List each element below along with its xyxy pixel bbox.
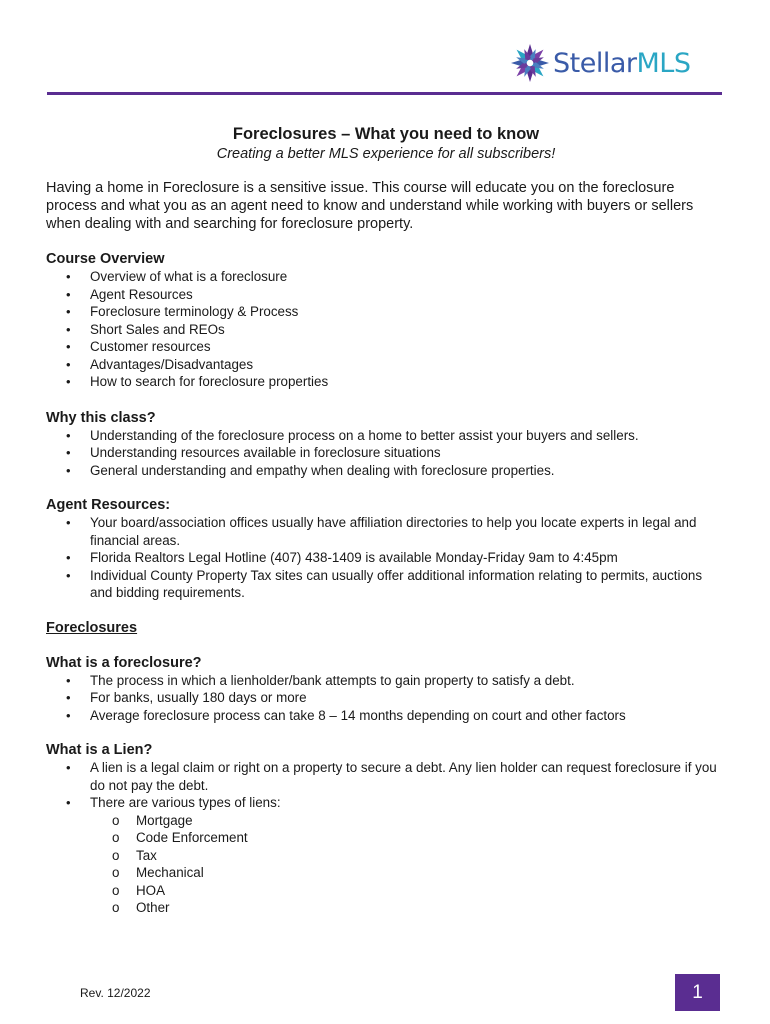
agent-resources-heading: Agent Resources: xyxy=(46,497,171,513)
bullet-icon: • xyxy=(66,339,71,354)
list-item: • The process in which a lienholder/bank attempts to gain property to satisfy a debt. xyxy=(66,672,575,688)
bullet-icon: • xyxy=(66,445,71,460)
bullet-icon: • xyxy=(66,760,71,775)
bullet-icon: • xyxy=(66,286,71,302)
bullet-icon: • xyxy=(66,462,71,478)
list-item: • General understanding and empathy when dealing with foreclosure properties. xyxy=(66,462,555,478)
circle-bullet-icon: o xyxy=(112,900,120,915)
bullet-icon: • xyxy=(66,269,71,284)
circle-bullet-icon: o xyxy=(112,865,120,880)
list-item: • There are various types of liens: o Mortgage o Code Enforcement o Tax o Mechanical o HOA o Other xyxy=(46,794,726,917)
bullet-icon: • xyxy=(66,515,71,530)
stellar-mls-logo xyxy=(510,42,690,84)
sub-list-item: o HOA xyxy=(112,882,166,898)
bullet-icon: • xyxy=(66,550,71,565)
bullet-icon: • xyxy=(66,356,71,372)
what-is-lien-list xyxy=(46,759,726,917)
bullet-icon: • xyxy=(66,707,71,723)
page-title: Foreclosures – What you need to know xyxy=(232,125,540,143)
why-class-heading: Why this class? xyxy=(46,409,156,426)
logo-brand: Stellar xyxy=(553,47,637,79)
list-item: • Agent Resources xyxy=(66,286,193,302)
list-item: • Short Sales and REOs xyxy=(66,321,225,337)
list-item: • Understanding of the foreclosure process on a home to better assist your buyers and sellers. xyxy=(66,427,639,443)
bullet-icon: • xyxy=(66,304,71,319)
revision-date: Rev. 12/2022 xyxy=(80,986,151,1000)
list-item: • Understanding resources available in foreclosure situations xyxy=(66,445,441,460)
list-item: • Average foreclosure process can take 8 – 14 months depending on court and other factors xyxy=(66,707,626,723)
what-is-lien-heading: What is a Lien? xyxy=(46,742,153,758)
list-item: • Your board/association offices usually have affiliation directories to help you locate experts in legal and financial areas. xyxy=(66,515,697,548)
bullet-icon: • xyxy=(66,427,71,443)
list-item: • How to search for foreclosure properties xyxy=(66,374,329,389)
logo-brand-suffix: MLS xyxy=(636,47,691,79)
intro-paragraph: Having a home in Foreclosure is a sensitive issue. This course will educate you on the foreclosure process and what you as an agent need to know and understand while working with buyers or sellers when dealing with and searching for foreclosure property. xyxy=(46,180,694,232)
bullet-icon: • xyxy=(66,795,71,810)
page-number: 1 xyxy=(675,974,720,1011)
header-rule xyxy=(47,92,722,95)
why-class-list xyxy=(46,427,726,480)
agent-resources-list xyxy=(46,514,726,602)
bullet-icon: • xyxy=(66,321,71,337)
list-item: • Overview of what is a foreclosure xyxy=(66,269,288,284)
bullet-icon: • xyxy=(66,690,71,705)
bullet-icon: • xyxy=(66,672,71,688)
page-subtitle: Creating a better MLS experience for all subscribers! xyxy=(216,146,556,162)
circle-bullet-icon: o xyxy=(112,812,120,828)
course-overview-list xyxy=(46,268,726,391)
list-item: • Florida Realtors Legal Hotline (407) 438-1409 is available Monday-Friday 9am to 4:45pm xyxy=(66,550,618,565)
course-overview-heading: Course Overview xyxy=(46,251,165,267)
sub-list-item: o Tax xyxy=(112,847,157,863)
sub-list-item: o Mechanical xyxy=(112,865,204,880)
list-item: • Customer resources xyxy=(66,339,211,354)
logo-wordmark xyxy=(553,47,691,79)
what-is-foreclosure-list xyxy=(46,672,726,725)
document-body xyxy=(46,124,726,917)
foreclosures-heading: Foreclosures xyxy=(46,619,138,636)
sub-list-item: o Mortgage xyxy=(112,812,193,828)
bullet-icon: • xyxy=(66,567,71,583)
circle-bullet-icon: o xyxy=(112,847,120,863)
list-item: • For banks, usually 180 days or more xyxy=(66,690,307,705)
list-item: • Foreclosure terminology & Process xyxy=(66,304,299,319)
circle-bullet-icon: o xyxy=(112,830,120,845)
sub-list-item: o Code Enforcement xyxy=(112,830,248,845)
what-is-foreclosure-heading: What is a foreclosure? xyxy=(46,654,202,671)
sub-list-item: o Other xyxy=(112,900,170,915)
circle-bullet-icon: o xyxy=(112,882,120,898)
list-item: • A lien is a legal claim or right on a property to secure a debt. Any lien holder can request foreclosure if you do not pay the debt. xyxy=(66,760,717,793)
starburst-logo-icon xyxy=(510,43,550,83)
list-item: • Individual County Property Tax sites can usually offer additional information relating to permits, auctions and bidding requirements. xyxy=(66,567,703,600)
lien-types-list xyxy=(90,812,726,917)
bullet-icon: • xyxy=(66,374,71,389)
list-item: • Advantages/Disadvantages xyxy=(66,356,254,372)
